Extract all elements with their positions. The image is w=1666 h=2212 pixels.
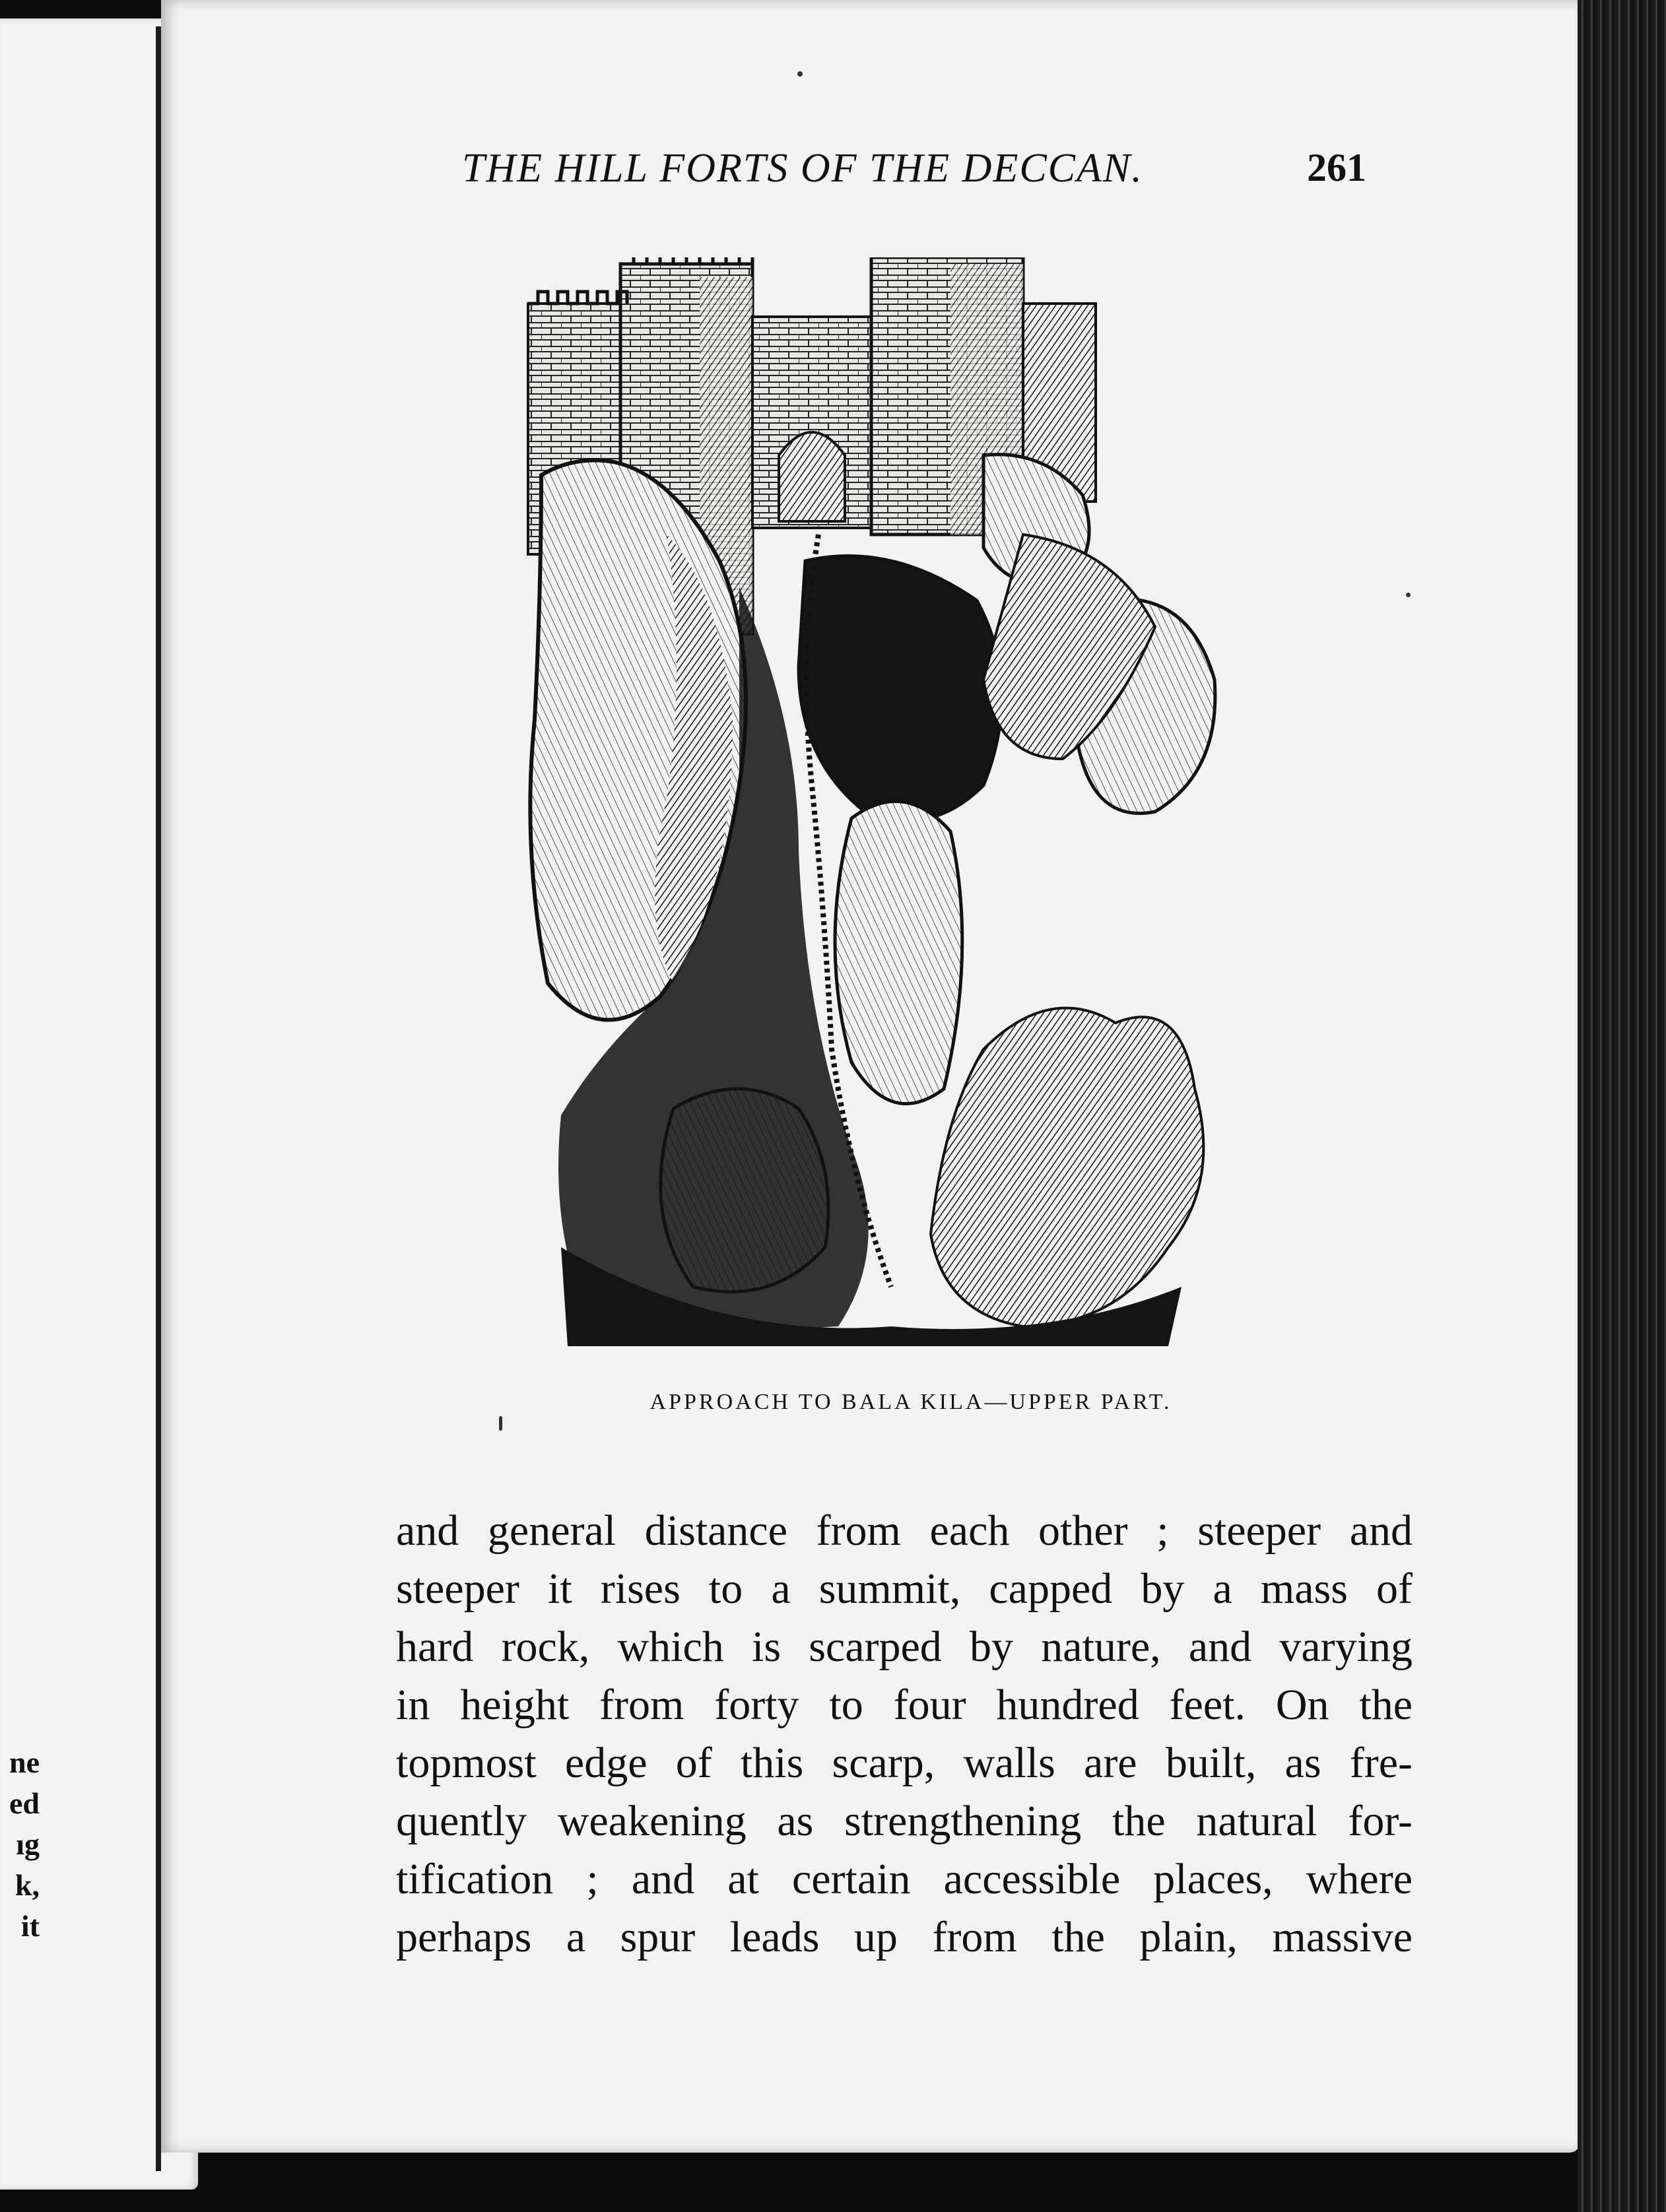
text-line: hard rock, which is scarped by nature, and varying (396, 1623, 1413, 1671)
paper-speck (1406, 593, 1411, 597)
text-line: in height from forty to four hundred feet. On the (396, 1681, 1413, 1729)
book-edge (1578, 0, 1666, 2212)
running-title: THE HILL FORTS OF THE DECCAN. (462, 146, 1143, 191)
paper-speck (797, 71, 803, 77)
page-number: 261 (1307, 146, 1366, 189)
rock-center-dark (799, 556, 1002, 821)
text-line: topmost edge of this scarp, walls are built, as fre- (396, 1739, 1413, 1787)
page-gutter-line (156, 26, 161, 2171)
rock-central-column (835, 801, 962, 1103)
engraving-illustration (521, 257, 1254, 1353)
body-paragraph (396, 1502, 1413, 1967)
gate-arch (779, 432, 845, 521)
fragment-line: ıg (16, 1827, 40, 1861)
text-line: perhaps a spur leads up from the plain, massive (396, 1913, 1413, 1961)
previous-page-text-fragments (0, 1742, 40, 1947)
fragment-line: ed (9, 1786, 40, 1820)
paper-speck (499, 1416, 502, 1431)
fragment-line: ne (9, 1745, 40, 1779)
text-line: tification ; and at certain accessible places, where (396, 1855, 1413, 1903)
figure-caption: APPROACH TO BALA KILA—UPPER PART. (650, 1390, 1172, 1414)
text-line: and general distance from each other ; steeper and (396, 1507, 1413, 1555)
fragment-line: k, (15, 1868, 40, 1902)
text-line: steeper it rises to a summit, capped by a mass of (396, 1565, 1413, 1613)
fragment-line: it (20, 1909, 40, 1943)
text-line: quently weakening as strengthening the natural for- (396, 1797, 1413, 1845)
foliage-right (931, 1008, 1203, 1327)
